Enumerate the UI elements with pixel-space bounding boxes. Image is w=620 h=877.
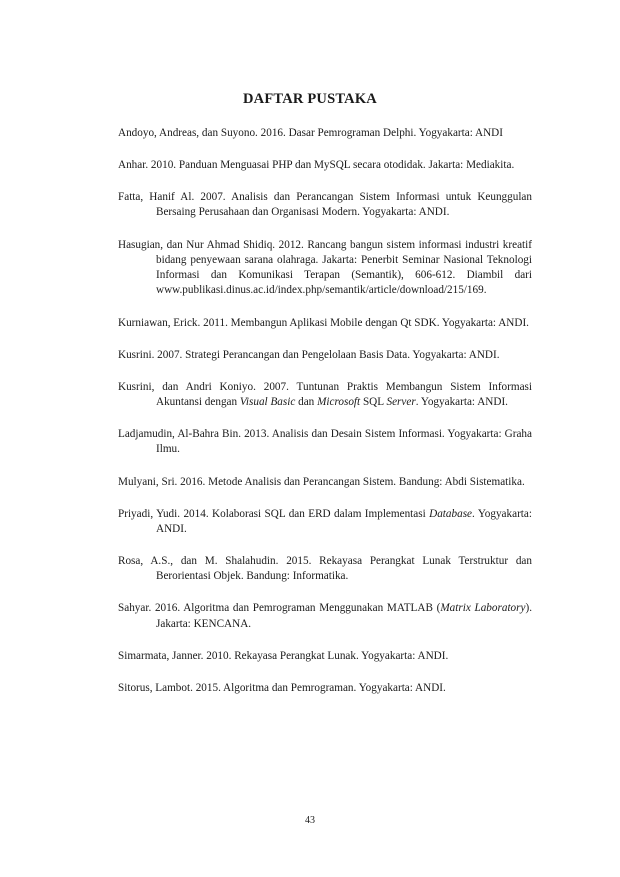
reference-italic-text: Server — [386, 396, 416, 409]
reference-text: dan — [295, 396, 318, 409]
reference-text: Sitorus, Lambot. 2015. Algoritma dan Pemrograman. Yogyakarta: ANDI. — [118, 681, 446, 694]
reference-entry — [118, 475, 532, 490]
reference-text: Sahyar. 2016. Algoritma dan Pemrograman Menggunakan MATLAB ( — [118, 602, 441, 615]
reference-text: Simarmata, Janner. 2010. Rekayasa Perangkat Lunak. Yogyakarta: ANDI. — [118, 649, 449, 662]
reference-text: SQL — [360, 396, 387, 409]
reference-entry — [118, 380, 532, 411]
reference-text: Anhar. 2010. Panduan Menguasai PHP dan MySQL secara otodidak. Jakarta: Mediakita. — [118, 159, 515, 172]
reference-text: Kusrini, dan Andri Koniyo. 2007. Tuntunan Praktis Membangun Sistem Informasi Akuntansi dengan — [118, 380, 532, 409]
reference-entry — [118, 507, 532, 538]
reference-entry — [118, 601, 532, 632]
page-title: DAFTAR PUSTAKA — [243, 91, 377, 107]
reference-entry — [118, 126, 532, 141]
reference-text: Fatta, Hanif Al. 2007. Analisis dan Perancangan Sistem Informasi untuk Keunggulan Bersaing Perusahaan dan Organisasi Modern. Yogyakarta: ANDI. — [118, 191, 532, 219]
reference-entry — [118, 681, 532, 696]
reference-entry — [118, 158, 532, 173]
reference-italic-text: Microsoft — [317, 396, 361, 409]
reference-text: Priyadi, Yudi. 2014. Kolaborasi SQL dan ERD dalam Implementasi — [118, 507, 430, 520]
reference-text: Hasugian, dan Nur Ahmad Shidiq. 2012. Rancang bangun sistem informasi industri kreatif bidang penyewaan sarana olahraga. Jakarta: Penerbit Seminar Nasional Teknologi Informasi dan Komunikasi Terapan (Semantik), 606-612. Diambil dari www.publikasi.dinus.ac.id/index.php/semantik/article/download/215/169. — [118, 238, 532, 297]
reference-text: . Yogyakarta: ANDI. — [415, 396, 508, 409]
reference-entry — [118, 649, 532, 664]
reference-entry — [118, 190, 532, 221]
reference-text: Andoyo, Andreas, dan Suyono. 2016. Dasar Pemrograman Delphi. Yogyakarta: ANDI — [118, 127, 503, 139]
reference-text: . Yogyakarta: ANDI. — [156, 507, 532, 535]
reference-italic-text: Database — [429, 507, 473, 520]
reference-list — [118, 126, 532, 713]
reference-text: Ladjamudin, Al-Bahra Bin. 2013. Analisis dan Desain Sistem Informasi. Yogyakarta: Graha Ilmu. — [118, 428, 532, 456]
reference-entry — [118, 554, 532, 585]
reference-italic-text: Matrix Laboratory — [440, 602, 526, 615]
reference-text: ). Jakarta: KENCANA. — [156, 602, 532, 630]
reference-entry — [118, 427, 532, 458]
reference-text: Rosa, A.S., dan M. Shalahudin. 2015. Rekayasa Perangkat Lunak Terstruktur dan Berorientasi Objek. Bandung: Informatika. — [118, 555, 532, 583]
reference-entry — [118, 348, 532, 363]
reference-entry — [118, 238, 532, 299]
page-number: 43 — [305, 815, 315, 826]
reference-text: Mulyani, Sri. 2016. Metode Analisis dan Perancangan Sistem. Bandung: Abdi Sistematika. — [118, 475, 525, 488]
reference-text: Kurniawan, Erick. 2011. Membangun Aplikasi Mobile dengan Qt SDK. Yogyakarta: ANDI. — [118, 316, 529, 329]
reference-text: Kusrini. 2007. Strategi Perancangan dan Pengelolaan Basis Data. Yogyakarta: ANDI. — [118, 348, 500, 361]
reference-italic-text: Visual Basic — [239, 396, 296, 409]
reference-entry — [118, 316, 532, 331]
